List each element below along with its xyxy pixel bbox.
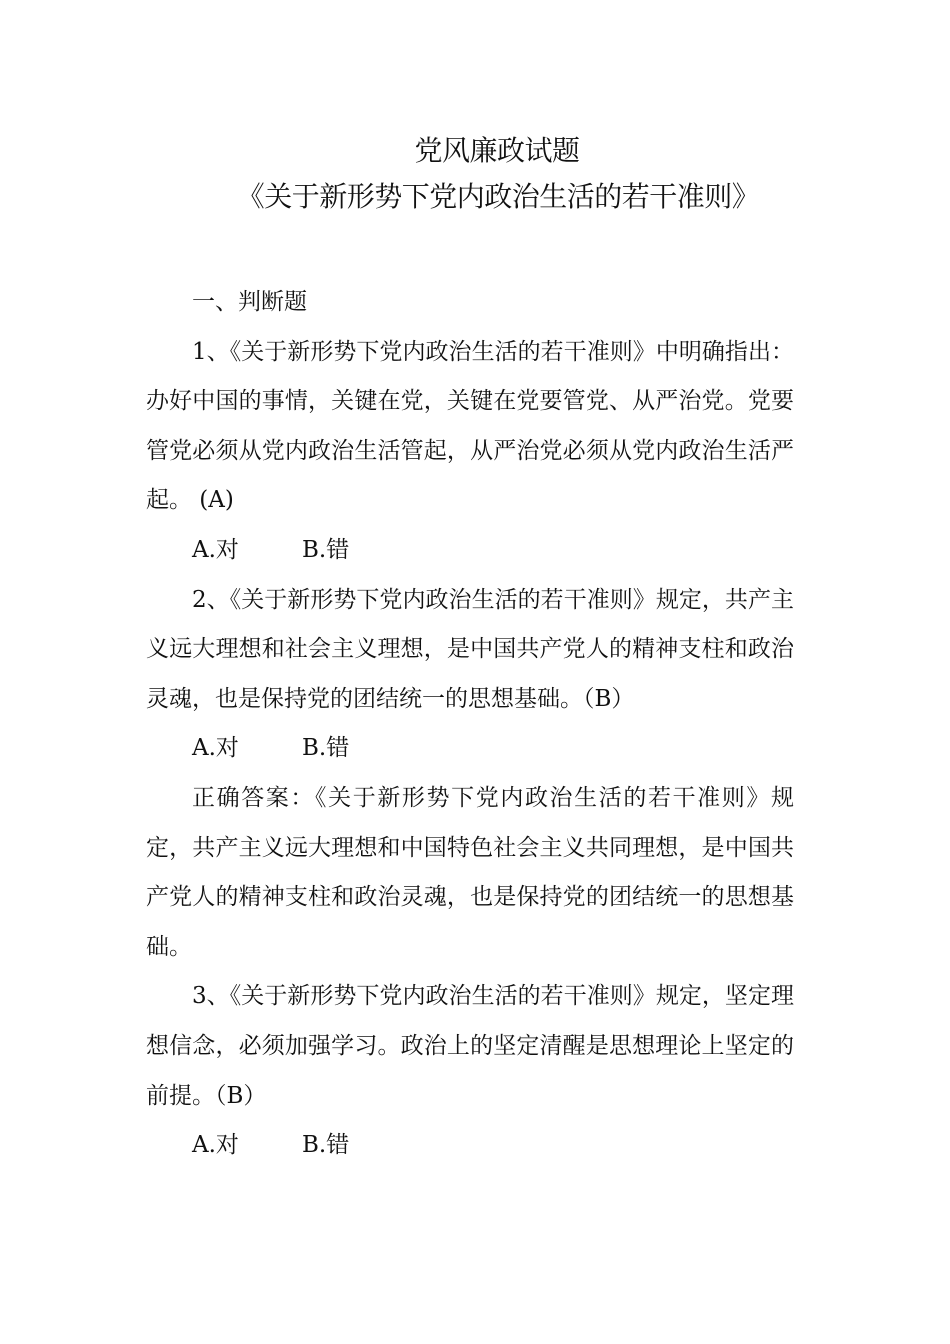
question-3-options	[146, 1121, 794, 1171]
question-2-text: 2、《关于新形势下党内政治生活的若干准则》规定，共产主义远大理想和社会主义理想，是中国共产党人的精神支柱和政治灵魂，也是保持党的团结统一的思想基础。（B）	[146, 586, 794, 712]
question-3-option-a: A.对	[192, 1132, 239, 1159]
document-body	[146, 278, 794, 1171]
question-3-text: 3、《关于新形势下党内政治生活的若干准则》规定，坚定理想信念，必须加强学习。政治上的坚定清醒是思想理论上坚定的前提。（B）	[146, 983, 794, 1109]
document-title	[0, 128, 950, 220]
question-2-option-a: A.对	[192, 735, 239, 762]
question-2-options	[146, 724, 794, 774]
question-1-option-a: A.对	[192, 536, 239, 563]
title-line-2: 《关于新形势下党内政治生活的若干准则》	[236, 180, 760, 213]
question-1-text: 1、《关于新形势下党内政治生活的若干准则》中明确指出：办好中国的事情，关键在党，关键在党要管党、从严治党。党要管党必须从党内政治生活管起，从严治党必须从党内政治生活严起。 (A)	[146, 338, 794, 514]
question-1-option-b: B.错	[302, 536, 350, 563]
title-line-1: 党风廉政试题	[414, 134, 580, 167]
section-heading: 一、判断题	[192, 289, 307, 315]
question-1-options	[146, 526, 794, 576]
question-3-option-b: B.错	[302, 1132, 350, 1159]
question-2-correct-answer: 正确答案：《关于新形势下党内政治生活的若干准则》规定，共产主义远大理想和中国特色社会主义共同理想，是中国共产党人的精神支柱和政治灵魂，也是保持党的团结统一的思想基础。	[146, 784, 794, 960]
question-2-option-b: B.错	[302, 735, 350, 762]
